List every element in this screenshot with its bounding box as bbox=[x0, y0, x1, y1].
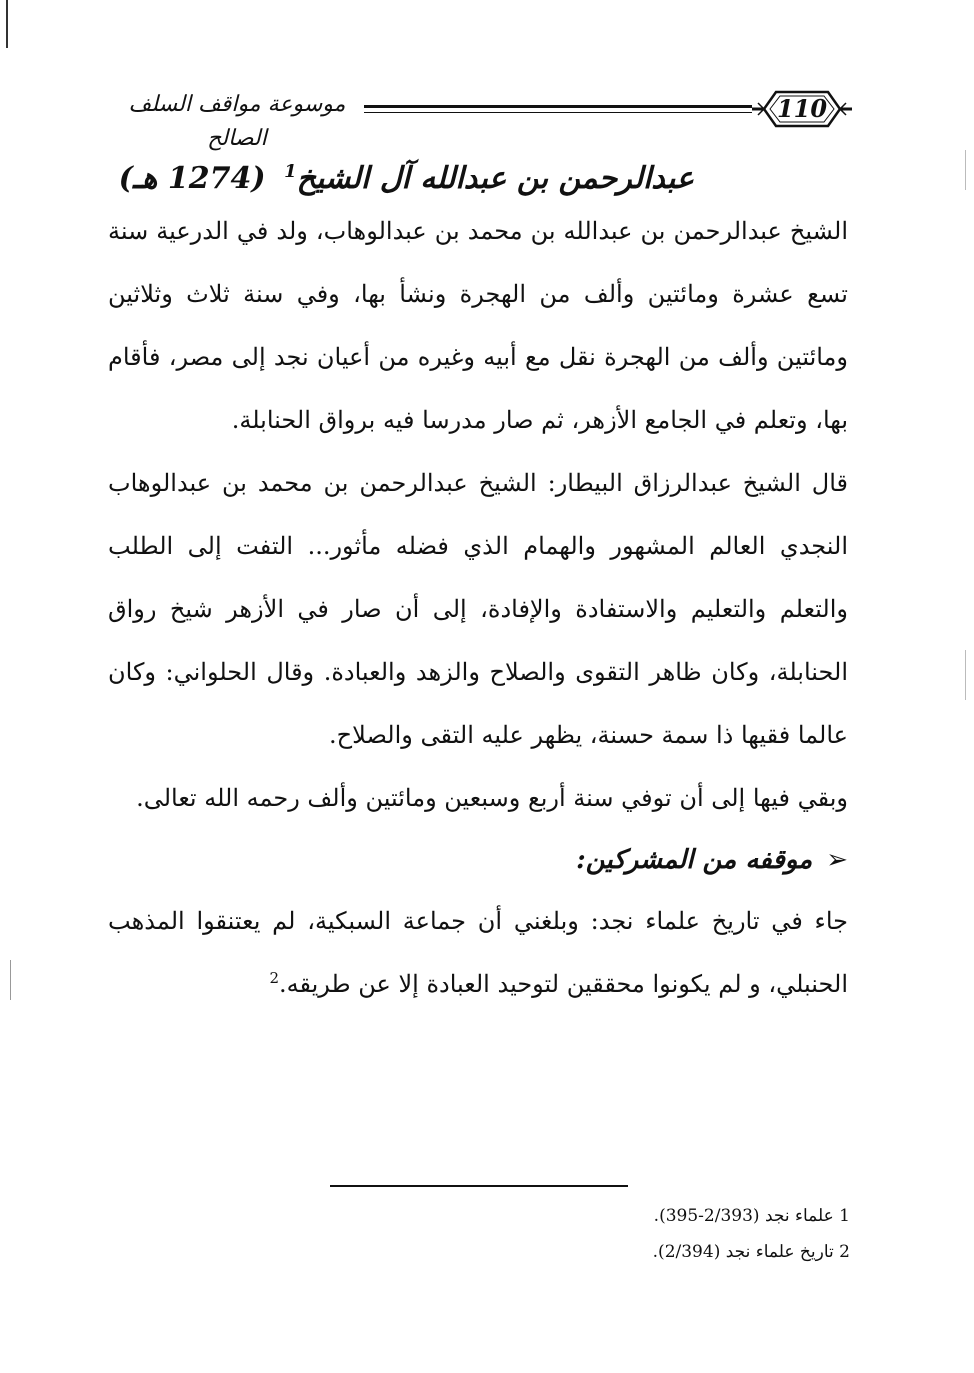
footnote bbox=[430, 1234, 850, 1270]
paragraph: قال الشيخ عبدالرزاق البيطار: الشيخ عبدالرحمن بن محمد بن عبدالوهاب النجدي العالم المشهور والهمام الذي فضله مأثور... التفت إلى الطلب والتعلم والتعليم والاستفادة والإفادة، إلى أن صار في الأزهر شيخ رواق الحنابلة، وكان ظاهر التقوى والصلاح والزهد والعبادة. وقال الحلواني: وكان عالما فقيها ذا سمة حسنة، يظهر عليه التقى والصلاح. bbox=[108, 469, 849, 749]
footnote-ref: 1 bbox=[284, 161, 297, 182]
page-number-frame bbox=[750, 86, 854, 132]
paragraph bbox=[108, 890, 848, 1016]
footnote-ref: 2 bbox=[269, 969, 279, 987]
section-heading bbox=[108, 830, 848, 890]
footnote bbox=[430, 1198, 850, 1234]
footnote-text: علماء نجد (2/393-395). bbox=[653, 1206, 834, 1226]
running-header bbox=[106, 86, 854, 151]
arrow-bullet-icon: ➢ bbox=[826, 845, 848, 875]
footnote-separator bbox=[330, 1185, 628, 1187]
scan-edge-mark bbox=[6, 0, 8, 48]
paragraph: الشيخ عبدالرحمن بن عبدالله بن محمد بن عبدالوهاب، ولد في الدرعية سنة تسع عشرة ومائتين وألف من الهجرة ونشأ بها، وفي سنة ثلاث وثلاثين ومائتين وألف من الهجرة نقل مع أبيه وغيره من أعيان نجد إلى مصر، فأقام بها، وتعلم في الجامع الأزهر، ثم صار مدرسا فيه برواق الحنابلة. bbox=[108, 217, 848, 434]
death-date: (1274 هـ) bbox=[118, 161, 266, 196]
biography-heading bbox=[118, 148, 694, 203]
scan-edge-mark bbox=[965, 650, 966, 700]
section-heading-text: موقفه من المشركين: bbox=[576, 845, 813, 875]
paragraph-text: جاء في تاريخ علماء نجد: وبلغني أن جماعة السبكية، لم يعتنقوا المذهب الحنبلي، و لم يكونوا محققين لتوحيد العبادة إلا عن طريقه. bbox=[108, 907, 848, 998]
header-rule-thin bbox=[364, 112, 752, 113]
footnote-text: تاريخ علماء نجد (2/394). bbox=[652, 1242, 834, 1262]
footnote-marker: 1 bbox=[839, 1206, 850, 1226]
body-text bbox=[108, 200, 848, 1016]
scholar-name: عبدالرحمن بن عبدالله آل الشيخ bbox=[296, 161, 694, 196]
book-title: موسوعة مواقف السلف الصالح bbox=[128, 92, 346, 151]
footnotes bbox=[430, 1198, 850, 1270]
footnote-marker: 2 bbox=[839, 1242, 850, 1262]
header-rule bbox=[364, 105, 752, 108]
paragraph: وبقي فيها إلى أن توفي سنة أربع وسبعين ومائتين وألف رحمه الله تعالى. bbox=[136, 784, 848, 812]
page-number: 110 bbox=[776, 94, 828, 123]
scan-edge-mark bbox=[965, 150, 966, 190]
scan-edge-mark bbox=[10, 960, 11, 1000]
